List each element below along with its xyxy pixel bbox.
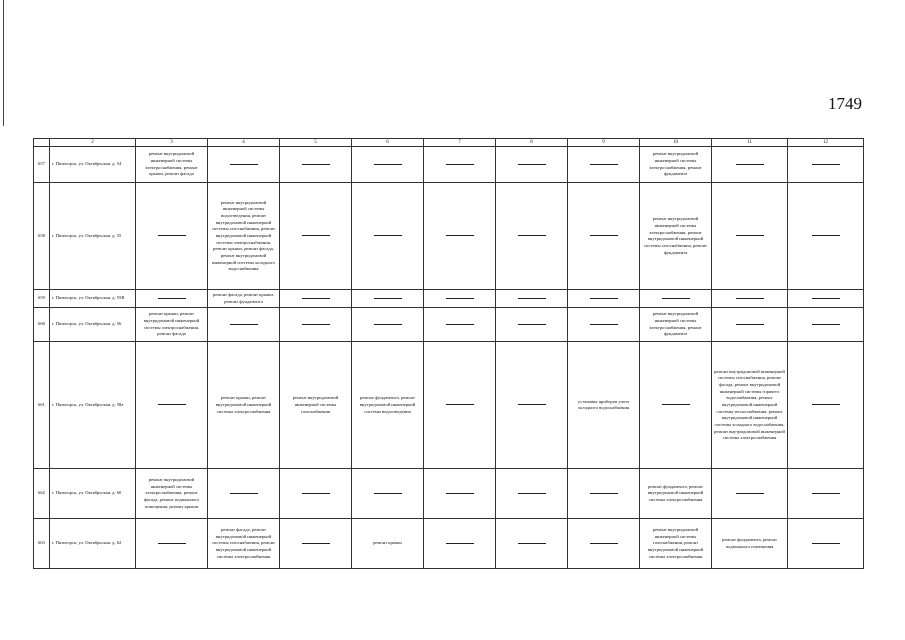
dash-mark [736,298,764,299]
empty-cell-dash [280,519,352,569]
empty-cell-dash [352,147,424,183]
dash-mark [736,324,764,325]
empty-cell-dash [496,290,568,308]
empty-cell-dash [788,519,864,569]
empty-cell-dash [712,290,788,308]
dash-mark [518,493,546,494]
empty-cell-dash [788,342,864,469]
empty-cell-dash [280,308,352,342]
row-number: 659 [34,290,50,308]
dash-mark [302,298,330,299]
empty-cell-dash [280,183,352,290]
dash-mark [302,324,330,325]
empty-cell-dash [788,147,864,183]
column-header: 4 [208,139,280,147]
row-address: г. Пятигорск, ул. Октябрьская, д. 62 [50,519,136,569]
column-number-row [34,139,864,147]
empty-cell-dash [788,308,864,342]
dash-mark [518,235,546,236]
empty-cell-dash [788,183,864,290]
empty-cell-dash [640,342,712,469]
work-type-cell: ремонт крыши, ремонт внутридомовой инженерной системы электроснабжения, ремонт фасада [136,308,208,342]
dash-mark [736,235,764,236]
empty-cell-dash [712,183,788,290]
empty-cell-dash [712,308,788,342]
table-row [34,308,864,342]
table-row [34,183,864,290]
work-type-cell: ремонт фасада, ремонт крыши, ремонт фундамента [208,290,280,308]
column-header: 11 [712,139,788,147]
column-header: 3 [136,139,208,147]
empty-cell-dash [496,183,568,290]
dash-mark [446,164,474,165]
table-row [34,290,864,308]
row-address: г. Пятигорск, ул. Октябрьская, д. 55В [50,290,136,308]
dash-mark [812,324,840,325]
empty-cell-dash [352,183,424,290]
dash-mark [736,493,764,494]
empty-cell-dash [496,342,568,469]
empty-cell-dash [424,342,496,469]
column-header: 8 [496,139,568,147]
dash-mark [302,493,330,494]
dash-mark [302,543,330,544]
row-address: г. Пятигорск, ул. Октябрьская, д. 54 [50,147,136,183]
dash-mark [446,298,474,299]
empty-cell-dash [208,469,280,519]
dash-mark [518,543,546,544]
dash-mark [446,404,474,405]
empty-cell-dash [568,308,640,342]
row-address: г. Пятигорск, ул. Октябрьская, д. 56 [50,308,136,342]
empty-cell-dash [280,290,352,308]
column-header: 12 [788,139,864,147]
dash-mark [590,543,618,544]
empty-cell-dash [136,183,208,290]
dash-mark [518,404,546,405]
page-left-rule [3,0,4,126]
empty-cell-dash [136,519,208,569]
dash-mark [302,235,330,236]
work-type-cell: ремонт внутридомовой инженерной системы электроснабжения, ремонт фасада, ремонт подвального помещения, ремонт крыши [136,469,208,519]
dash-mark [590,493,618,494]
work-type-cell: ремонт фундамента, ремонт внутридомовой инженерной системы электроснабжения [640,469,712,519]
dash-mark [812,543,840,544]
empty-cell-dash [424,183,496,290]
dash-mark [812,298,840,299]
dash-mark [736,164,764,165]
dash-mark [518,324,546,325]
column-header: 9 [568,139,640,147]
empty-cell-dash [496,308,568,342]
empty-cell-dash [788,469,864,519]
empty-cell-dash [424,308,496,342]
dash-mark [446,543,474,544]
empty-cell-dash [424,290,496,308]
dash-mark [374,164,402,165]
table-row [34,342,864,469]
column-header: 2 [50,139,136,147]
work-type-cell: ремонт внутридомовой инженерной системы газоснабжения, ремонт фасада, ремонт внутридомовой инженерной системы горячего водоснабжения, ремонт внутридомовой инженерной системы теплоснабжения, ремонт внутридомовой инженерной системы холодного водоснабжения, ремонт внутридомовой инженерной системы электроснабжения [712,342,788,469]
empty-cell-dash [496,469,568,519]
dash-mark [374,493,402,494]
row-address: г. Пятигорск, ул. Октябрьская, д. 60 [50,469,136,519]
empty-cell-dash [496,519,568,569]
empty-cell-dash [788,290,864,308]
work-type-cell: ремонт внутридомовой инженерной системы электроснабжения, ремонт фундамента [640,147,712,183]
row-number: 660 [34,308,50,342]
empty-cell-dash [424,469,496,519]
dash-mark [158,404,186,405]
empty-cell-dash [280,469,352,519]
column-header: 10 [640,139,712,147]
dash-mark [662,404,690,405]
work-type-cell: ремонт внутридомовой инженерной системы газоснабжения, ремонт внутридомовой инженерной системы электроснабжения [640,519,712,569]
empty-cell-dash [496,147,568,183]
work-type-cell: ремонт внутридомовой инженерной системы газоснабжения [280,342,352,469]
work-type-cell: ремонт внутридомовой инженерной системы электроснабжения, ремонт крыши, ремонт фасада [136,147,208,183]
empty-cell-dash [712,469,788,519]
empty-cell-dash [424,519,496,569]
dash-mark [812,235,840,236]
work-type-cell: ремонт внутридомовой инженерной системы водоотведения, ремонт внутридомовой инженерной системы газоснабжения, ремонт внутридомовой инженерной системы электроснабжения, ремонт крыши, ремонт фасада, ремонт внутридомовой инженерной системы холодного водоснабжения [208,183,280,290]
table-row [34,469,864,519]
repair-schedule-table [33,138,864,569]
empty-cell-dash [136,342,208,469]
dash-mark [812,404,840,405]
dash-mark [230,324,258,325]
empty-cell-dash [352,469,424,519]
column-header: 5 [280,139,352,147]
empty-cell-dash [352,308,424,342]
dash-mark [230,493,258,494]
dash-mark [374,298,402,299]
empty-cell-dash [568,147,640,183]
dash-mark [590,235,618,236]
empty-cell-dash [424,147,496,183]
empty-cell-dash [136,290,208,308]
row-number: 661 [34,342,50,469]
dash-mark [446,493,474,494]
empty-cell-dash [208,147,280,183]
dash-mark [662,298,690,299]
column-header [34,139,50,147]
work-type-cell: установка приборов учета холодного водоснабжения [568,342,640,469]
dash-mark [302,164,330,165]
dash-mark [590,164,618,165]
row-number: 662 [34,469,50,519]
row-address: г. Пятигорск, ул. Октябрьская, д. 55 [50,183,136,290]
empty-cell-dash [352,290,424,308]
dash-mark [158,235,186,236]
dash-mark [374,235,402,236]
page-number: 1749 [828,94,862,113]
work-type-cell: ремонт фундамента, ремонт подвального помещения [712,519,788,569]
work-type-cell: ремонт внутридомовой инженерной системы электроснабжения, ремонт фундамента [640,308,712,342]
empty-cell-dash [568,183,640,290]
dash-mark [158,543,186,544]
table-row [34,147,864,183]
empty-cell-dash [208,308,280,342]
dash-mark [812,164,840,165]
dash-mark [230,164,258,165]
dash-mark [518,164,546,165]
dash-mark [446,235,474,236]
row-address: г. Пятигорск, ул. Октябрьская, д. 58а [50,342,136,469]
dash-mark [812,493,840,494]
column-header: 6 [352,139,424,147]
row-number: 663 [34,519,50,569]
dash-mark [158,298,186,299]
dash-mark [590,324,618,325]
work-type-cell: ремонт фундамента, ремонт внутридомовой инженерной системы водоотведения [352,342,424,469]
dash-mark [518,298,546,299]
dash-mark [446,324,474,325]
work-type-cell: ремонт фасада, ремонт внутридомовой инженерной системы газоснабжения, ремонт внутридомовой инженерной системы электроснабжения [208,519,280,569]
work-type-cell: ремонт внутридомовой инженерной системы электроснабжения, ремонт внутридомовой инженерной системы газоснабжения, ремонт фундамента [640,183,712,290]
work-type-cell: ремонт крыши [352,519,424,569]
empty-cell-dash [568,290,640,308]
empty-cell-dash [280,147,352,183]
empty-cell-dash [712,147,788,183]
table-row [34,519,864,569]
column-header: 7 [424,139,496,147]
empty-cell-dash [568,469,640,519]
table-body [34,139,864,569]
empty-cell-dash [568,519,640,569]
dash-mark [590,298,618,299]
dash-mark [374,324,402,325]
row-number: 657 [34,147,50,183]
row-number: 658 [34,183,50,290]
empty-cell-dash [640,290,712,308]
work-type-cell: ремонт крыши, ремонт внутридомовой инженерной системы электроснабжения [208,342,280,469]
